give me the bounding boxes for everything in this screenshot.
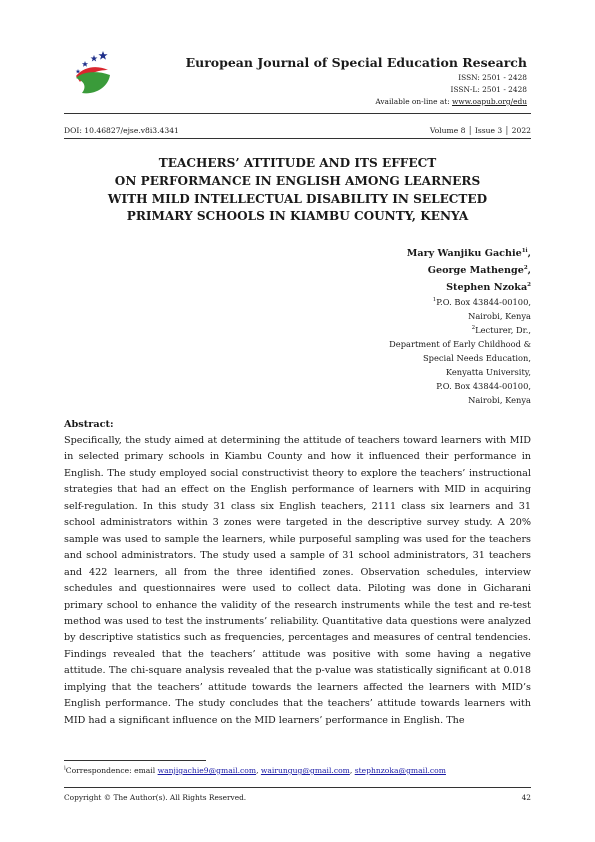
footnote-rule — [64, 760, 206, 761]
title-line: PRIMARY SCHOOLS IN KIAMBU COUNTY, KENYA — [126, 209, 469, 224]
author — [428, 265, 531, 276]
email-link[interactable]: wairungug@gmail.com — [260, 766, 350, 775]
author-sup: 1i — [521, 247, 528, 254]
footnote-marker: i — [64, 765, 66, 772]
journal-title: European Journal of Special Education Research — [185, 55, 527, 70]
abstract-heading: Abstract: — [64, 419, 114, 430]
affiliation-text: Kenyatta University, — [445, 367, 531, 377]
footnote-label: Correspondence: email — [65, 766, 158, 775]
author-suffix: , — [527, 265, 531, 276]
title-line: WITH MILD INTELLECTUAL DISABILITY IN SELECTED — [107, 191, 488, 206]
affiliation-text: P.O. Box 43844-00100, — [436, 381, 531, 391]
footer-rule — [64, 787, 531, 788]
affiliation-line — [468, 395, 531, 405]
author-sup: 2 — [527, 281, 531, 288]
page-number: 42 — [521, 793, 531, 802]
title-line: TEACHERS’ ATTITUDE AND ITS EFFECT — [158, 156, 437, 170]
affiliation-text: Nairobi, Kenya — [468, 311, 531, 321]
volume-issue-year: Volume 8 │ Issue 3 │ 2022 — [429, 126, 531, 135]
affiliation-line — [423, 353, 531, 363]
affiliation-line — [389, 339, 531, 349]
abstract-text: Specifically, the study aimed at determining the attitude of teachers toward learners with MID in selected primary schools in Kiambu County and how it influenced their performance in English. The study employed social constructivist theory to explore the teachers’ instructional strategies that had an effect on the English performance of learners with MID in acquiring self-regulation. In this study 31 class six English teachers, 2111 class six learners and 31 school administrators within 3 zones were targeted in the descriptive survey study. A 20% sample was used to sample the learners, while purposeful sampling was used for the teachers and school administrators. The study used a sample of 31 school administrators, 31 teachers and 422 learners, all from the three identified zones. Observation schedules, interview schedules and questionnaires were used to collect data. Piloting was done in Gicharani primary school to enhance the validity of the research instruments while the test and re-test method was used to test the instruments’ reliability. Quantitative data questions were analyzed by descriptive statistics such as frequencies, percentages and measures of central tendencies. Findings revealed that the teachers’ attitude was positive with some having a negative attitude. The chi-square analysis revealed that the p-value was statistically significant at 0.018 implying that the teachers’ attitude towards the learners affected the learners with MID’s English performance. The study concludes that the teachers’ attitude towards learners with MID had a significant influence on the MID learners’ performance in English. The — [64, 435, 531, 726]
doi: DOI: 10.46827/ejse.v8i3.4341 — [64, 126, 179, 135]
title-line: ON PERFORMANCE IN ENGLISH AMONG LEARNERS — [114, 173, 481, 188]
author-suffix: , — [527, 248, 531, 259]
issn: ISSN: 2501 - 2428 — [458, 73, 527, 82]
affiliation-line — [433, 297, 531, 307]
email-separator: , — [256, 766, 261, 775]
author — [407, 248, 531, 259]
affiliation-text: Lecturer, Dr., — [475, 325, 531, 335]
affiliation-text: Nairobi, Kenya — [468, 395, 531, 405]
email-link[interactable]: wanjigachie9@gmail.com — [157, 766, 257, 775]
available-label: Available on-line at: — [375, 97, 453, 106]
affiliation-line — [436, 381, 531, 391]
paper-title — [70, 155, 525, 226]
email-link[interactable]: stephnzoka@gmail.com — [354, 766, 446, 775]
header-rule-top — [64, 113, 531, 114]
availability-line — [375, 97, 527, 106]
affiliation-text: Special Needs Education, — [423, 353, 531, 363]
affiliation-line — [468, 311, 531, 321]
author-name: Mary Wanjiku Gachie — [406, 248, 522, 259]
journal-url-link[interactable]: www.oapub.org/edu — [452, 97, 527, 106]
header-rule-bottom — [64, 138, 531, 139]
affiliation-sup: 1 — [432, 297, 437, 304]
author-name: Stephen Nzoka — [446, 282, 528, 293]
logo-green-leaf-icon — [76, 72, 110, 93]
affiliation-text: Department of Early Childhood & — [389, 339, 531, 349]
issn-l: ISSN-L: 2501 - 2428 — [450, 85, 527, 94]
email-separator: , — [349, 766, 355, 775]
author-sup: 2 — [523, 264, 528, 271]
affiliation-line — [472, 325, 531, 335]
affiliation-sup: 2 — [471, 325, 476, 332]
author-name: George Mathenge — [427, 265, 524, 276]
affiliation-line — [446, 367, 531, 377]
journal-logo — [68, 48, 114, 96]
affiliation-text: P.O. Box 43844-00100, — [436, 297, 531, 307]
copyright: Copyright © The Author(s). All Rights Reserved. — [64, 793, 247, 802]
author — [446, 282, 531, 293]
footnote — [64, 766, 446, 775]
